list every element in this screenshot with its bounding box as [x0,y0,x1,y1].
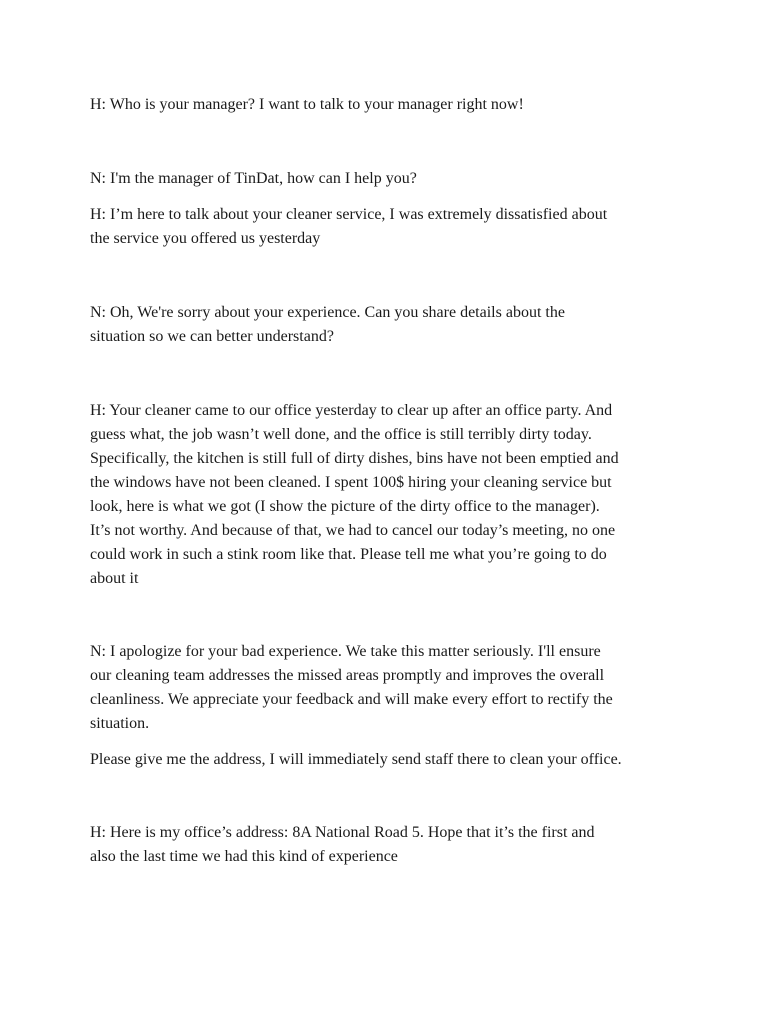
paragraph-line: Please give me the address, I will immediately send staff there to clean your office. [90,751,622,768]
paragraph-line: H: I’m here to talk about your cleaner service, I was extremely dissatisfied about [90,206,608,223]
paragraph-line: H: Here is my office’s address: 8A National Road 5. Hope that it’s the first and [90,824,595,841]
paragraph-line: situation so we can better understand? [90,328,334,345]
paragraph-line: guess what, the job wasn’t well done, and the office is still terribly dirty today. [90,426,592,443]
paragraph-line: our cleaning team addresses the missed areas promptly and improves the overall [90,667,605,684]
dialogue-paragraph-5 [90,399,690,591]
paragraph-line: cleanliness. We appreciate your feedback and will make every effort to rectify the [90,691,613,708]
paragraph-line: about it [90,570,139,587]
dialogue-paragraph-4 [90,301,690,349]
dialogue-paragraph-1 [90,93,690,117]
paragraph-line: situation. [90,715,150,732]
paragraph-line: look, here is what we got (I show the picture of the dirty office to the manager). [90,498,600,515]
paragraph-line: the service you offered us yesterday [90,230,321,247]
paragraph-line: also the last time we had this kind of experience [90,848,398,865]
paragraph-line: N: I'm the manager of TinDat, how can I help you? [90,170,417,187]
paragraph-line: H: Who is your manager? I want to talk to your manager right now! [90,96,524,113]
dialogue-paragraph-7 [90,748,690,772]
dialogue-paragraph-2 [90,167,690,191]
paragraph-line: could work in such a stink room like that. Please tell me what you’re going to do [90,546,607,563]
dialogue-paragraph-3 [90,203,690,251]
paragraph-line: H: Your cleaner came to our office yesterday to clear up after an office party. And [90,402,613,419]
paragraph-line: N: I apologize for your bad experience. We take this matter seriously. I'll ensure [90,643,601,660]
paragraph-line: N: Oh, We're sorry about your experience. Can you share details about the [90,304,565,321]
dialogue-paragraph-8 [90,821,690,869]
paragraph-line: Specifically, the kitchen is still full of dirty dishes, bins have not been emptied and [90,450,619,467]
paragraph-line: the windows have not been cleaned. I spent 100$ hiring your cleaning service but [90,474,612,491]
dialogue-paragraph-6 [90,640,690,736]
paragraph-line: It’s not worthy. And because of that, we had to cancel our today’s meeting, no one [90,522,616,539]
